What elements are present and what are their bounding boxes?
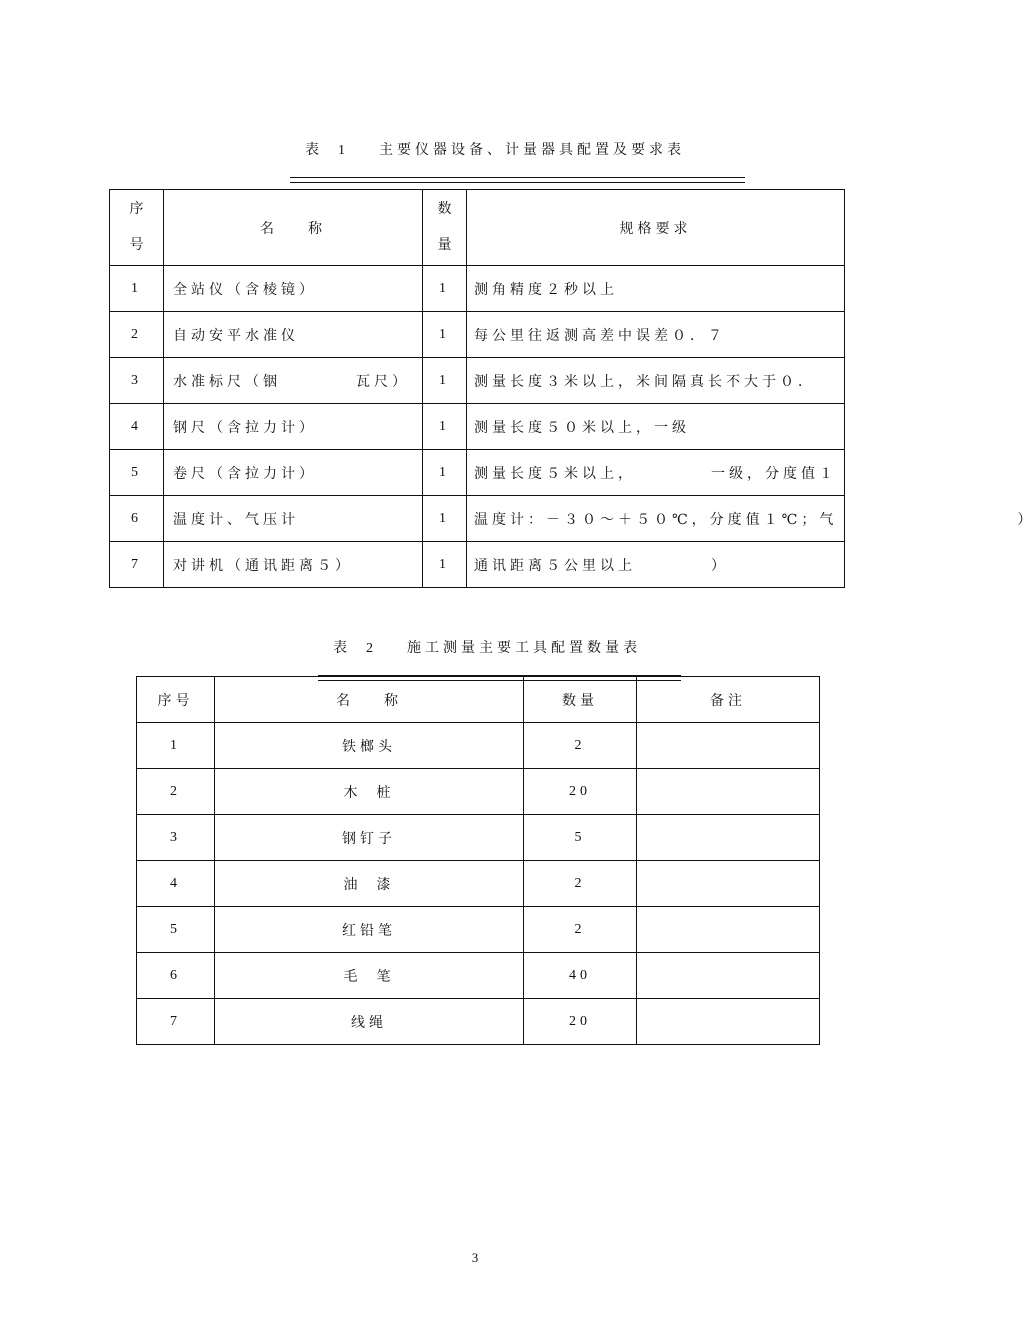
table-row	[137, 953, 820, 999]
cell-no: 6	[137, 953, 215, 999]
cell-name: 卷尺（含拉力计）	[164, 450, 423, 496]
cell-name: 木 桩	[215, 769, 524, 815]
cell-qty: 40	[524, 953, 637, 999]
cell-name: 全站仪（含棱镜）	[164, 266, 423, 312]
cell-note	[637, 769, 820, 815]
table-header-row	[110, 190, 845, 266]
cell-spec: 每公里往返测高差中误差０．７	[467, 312, 845, 358]
cell-qty: 2	[524, 723, 637, 769]
table-row	[137, 815, 820, 861]
header-no: 序 号	[110, 190, 164, 266]
page-number: 3	[471, 1250, 479, 1265]
table-row	[110, 496, 845, 542]
cell-note	[637, 907, 820, 953]
table-row	[110, 358, 845, 404]
table-header-row	[137, 677, 820, 723]
table-row	[110, 266, 845, 312]
cell-qty: 1	[423, 542, 467, 588]
cell-name: 钢尺（含拉力计）	[164, 404, 423, 450]
cell-name: 毛 笔	[215, 953, 524, 999]
caption-double-underline	[290, 177, 745, 183]
cell-no: 4	[137, 861, 215, 907]
table2-caption-text: 表 2 施工测量主要工具配置数量表	[333, 641, 641, 656]
cell-spec: 温度计：－３０～＋５０℃，分度值１℃；气 ）	[467, 496, 845, 542]
cell-no: 5	[137, 907, 215, 953]
header-name: 名 称	[215, 677, 524, 723]
cell-note	[637, 999, 820, 1045]
cell-name: 水准标尺（铟 瓦尺）	[164, 358, 423, 404]
header-qty: 数 量	[423, 190, 467, 266]
cell-qty: 1	[423, 404, 467, 450]
cell-note	[637, 861, 820, 907]
table-row	[137, 723, 820, 769]
cell-spec: 通讯距离５公里以上 ）	[467, 542, 845, 588]
cell-qty: 1	[423, 450, 467, 496]
cell-name: 对讲机（通讯距离５）	[164, 542, 423, 588]
table-row	[110, 542, 845, 588]
table-row	[110, 450, 845, 496]
cell-no: 4	[110, 404, 164, 450]
cell-name: 铁榔头	[215, 723, 524, 769]
cell-no: 1	[110, 266, 164, 312]
table-row	[137, 907, 820, 953]
header-name: 名 称	[164, 190, 423, 266]
cell-no: 3	[110, 358, 164, 404]
cell-no: 7	[110, 542, 164, 588]
table1-caption-text: 表 1 主要仪器设备、计量器具配置及要求表	[305, 143, 685, 158]
tools-table	[136, 676, 820, 1045]
table-row	[137, 999, 820, 1045]
cell-spec: 测量长度５米以上， 一级，分度值１	[467, 450, 845, 496]
cell-qty: 1	[423, 312, 467, 358]
cell-spec: 测量长度５０米以上，一级	[467, 404, 845, 450]
cell-name: 油 漆	[215, 861, 524, 907]
cell-no: 5	[110, 450, 164, 496]
cell-qty: 5	[524, 815, 637, 861]
cell-spec: 测角精度２秒以上	[467, 266, 845, 312]
cell-qty: 1	[423, 266, 467, 312]
equipment-table	[109, 189, 1035, 588]
cell-spec: 测量长度３米以上，米间隔真长不大于０．	[467, 358, 845, 404]
cell-note	[637, 815, 820, 861]
cell-qty: 20	[524, 769, 637, 815]
cell-name: 温度计、气压计	[164, 496, 423, 542]
cell-qty: 2	[524, 907, 637, 953]
cell-name: 线绳	[215, 999, 524, 1045]
cell-no: 7	[137, 999, 215, 1045]
header-no: 序号	[137, 677, 215, 723]
cell-name: 钢钉子	[215, 815, 524, 861]
cell-no: 6	[110, 496, 164, 542]
cell-note	[637, 723, 820, 769]
cell-no: 2	[110, 312, 164, 358]
header-note: 备注	[637, 677, 820, 723]
cell-name: 自动安平水准仪	[164, 312, 423, 358]
table-row	[137, 861, 820, 907]
table2-caption	[318, 621, 641, 677]
cell-qty: 1	[423, 358, 467, 404]
table-row	[137, 769, 820, 815]
table-row	[110, 312, 845, 358]
cell-no: 1	[137, 723, 215, 769]
header-qty: 数量	[524, 677, 637, 723]
header-spec: 规格要求	[467, 190, 845, 266]
cell-note	[637, 953, 820, 999]
cell-no: 3	[137, 815, 215, 861]
cell-qty: 1	[423, 496, 467, 542]
cell-qty: 2	[524, 861, 637, 907]
cell-qty: 20	[524, 999, 637, 1045]
table1-caption	[290, 123, 685, 179]
cell-no: 2	[137, 769, 215, 815]
cell-name: 红铅笔	[215, 907, 524, 953]
table-row	[110, 404, 845, 450]
